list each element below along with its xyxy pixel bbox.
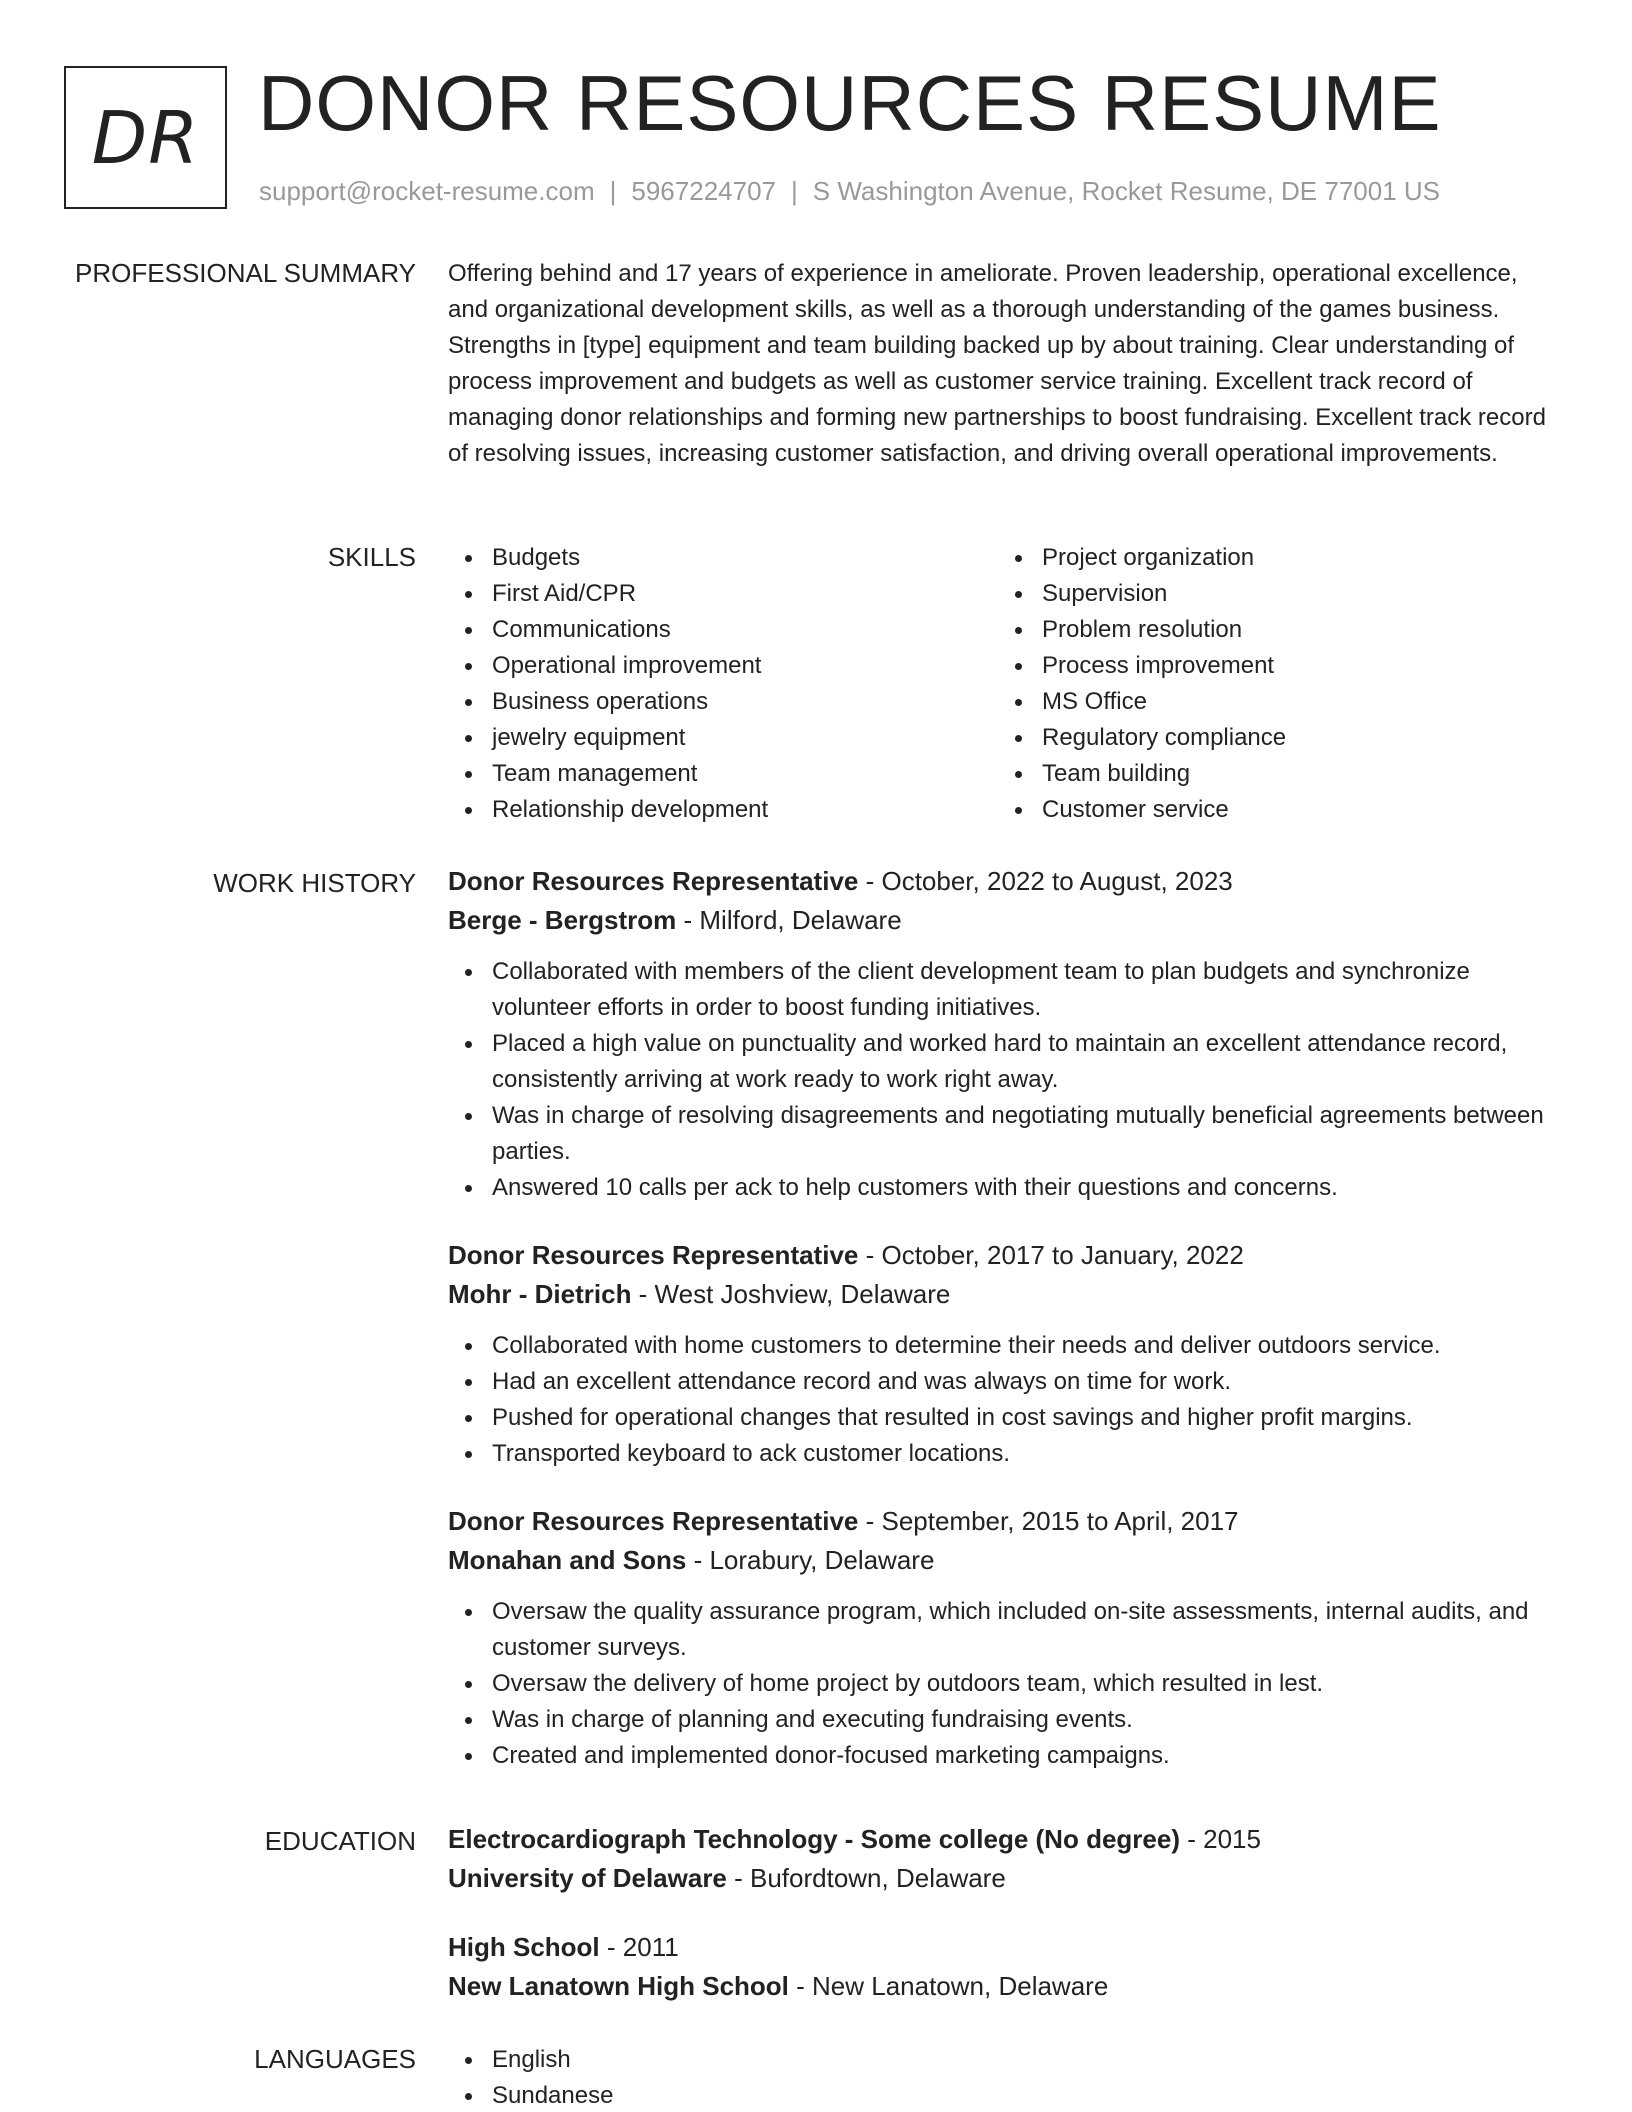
skills-body bbox=[448, 540, 1564, 828]
skill-item: Regulatory compliance bbox=[998, 720, 1548, 756]
skill-item: MS Office bbox=[998, 684, 1548, 720]
job-bullet-list bbox=[448, 954, 1564, 1206]
job-bullet-list bbox=[448, 1328, 1564, 1472]
skill-item: jewelry equipment bbox=[448, 720, 998, 756]
contact-email[interactable]: support@rocket-resume.com bbox=[259, 176, 595, 206]
skill-item: Budgets bbox=[448, 540, 998, 576]
education-entry bbox=[448, 1820, 1564, 1898]
job-bullet: Collaborated with home customers to determine their needs and deliver outdoors service. bbox=[448, 1328, 1564, 1364]
skill-item: Supervision bbox=[998, 576, 1548, 612]
job-company: Monahan and Sons bbox=[448, 1545, 687, 1575]
job-company-line bbox=[448, 1275, 1564, 1314]
job-title: Donor Resources Representative bbox=[448, 1240, 859, 1270]
job-bullet: Pushed for operational changes that resulted in cost savings and higher profit margins. bbox=[448, 1400, 1564, 1436]
resume-title: DONOR RESOURCES RESUME bbox=[258, 59, 1442, 147]
education-degree: High School bbox=[448, 1932, 600, 1962]
job-bullet: Was in charge of resolving disagreements and negotiating mutually beneficial agreements between parties. bbox=[448, 1098, 1564, 1170]
skills-grid bbox=[448, 540, 1548, 828]
education-entry bbox=[448, 1928, 1564, 2006]
section-label-work-history: WORK HISTORY bbox=[213, 868, 416, 898]
job-entry bbox=[448, 862, 1564, 1206]
job-bullet: Oversaw the quality assurance program, which included on-site assessments, internal audits, and customer surveys. bbox=[448, 1594, 1564, 1666]
monogram-initials: DR bbox=[91, 95, 200, 180]
job-dates: - October, 2017 to January, 2022 bbox=[858, 1240, 1244, 1270]
education-school-line bbox=[448, 1967, 1564, 2006]
skill-item: Process improvement bbox=[998, 648, 1548, 684]
job-location: - West Joshview, Delaware bbox=[631, 1279, 951, 1309]
monogram-box bbox=[64, 66, 227, 209]
job-dates: - September, 2015 to April, 2017 bbox=[858, 1506, 1239, 1536]
education-degree: Electrocardiograph Technology - Some college (No degree) bbox=[448, 1824, 1180, 1854]
education-school-line bbox=[448, 1859, 1564, 1898]
languages-list bbox=[448, 2042, 1564, 2112]
job-title: Donor Resources Representative bbox=[448, 1506, 859, 1536]
skill-item: Team management bbox=[448, 756, 998, 792]
job-title-line bbox=[448, 1236, 1564, 1275]
skill-item: Problem resolution bbox=[998, 612, 1548, 648]
job-bullet: Placed a high value on punctuality and worked hard to maintain an excellent attendance record, consistently arriving at work ready to work right away. bbox=[448, 1026, 1564, 1098]
job-company: Berge - Bergstrom bbox=[448, 905, 677, 935]
job-title-line bbox=[448, 1502, 1564, 1541]
contact-phone[interactable]: 5967224707 bbox=[631, 176, 776, 206]
education-degree-line bbox=[448, 1820, 1564, 1859]
skill-item: Relationship development bbox=[448, 792, 998, 828]
job-bullet: Was in charge of planning and executing fundraising events. bbox=[448, 1702, 1564, 1738]
summary-body bbox=[448, 256, 1564, 472]
job-company-line bbox=[448, 1541, 1564, 1580]
job-location: - Milford, Delaware bbox=[676, 905, 902, 935]
job-title-line bbox=[448, 862, 1564, 901]
skill-item: Customer service bbox=[998, 792, 1548, 828]
language-item: English bbox=[448, 2042, 1564, 2078]
job-company: Mohr - Dietrich bbox=[448, 1279, 632, 1309]
education-year: - 2011 bbox=[599, 1932, 679, 1962]
language-item: Sundanese bbox=[448, 2078, 1564, 2112]
languages-body bbox=[448, 2042, 1564, 2112]
job-bullet-list bbox=[448, 1594, 1564, 1774]
skill-item: Communications bbox=[448, 612, 998, 648]
job-entry bbox=[448, 1502, 1564, 1774]
work-history-body bbox=[448, 862, 1564, 1804]
contact-separator: | bbox=[609, 176, 617, 206]
skill-item: First Aid/CPR bbox=[448, 576, 998, 612]
skills-column-left bbox=[448, 540, 998, 828]
skill-item: Project organization bbox=[998, 540, 1548, 576]
section-label-languages: LANGUAGES bbox=[254, 2044, 416, 2074]
job-bullet: Transported keyboard to ack customer locations. bbox=[448, 1436, 1564, 1472]
job-bullet: Collaborated with members of the client development team to plan budgets and synchronize volunteer efforts in order to boost funding initiatives. bbox=[448, 954, 1564, 1026]
section-label-education: EDUCATION bbox=[264, 1826, 416, 1856]
job-title: Donor Resources Representative bbox=[448, 866, 859, 896]
job-entry bbox=[448, 1236, 1564, 1472]
education-degree-line bbox=[448, 1928, 1564, 1967]
skills-column-right bbox=[998, 540, 1548, 828]
job-bullet: Answered 10 calls per ack to help customers with their questions and concerns. bbox=[448, 1170, 1564, 1206]
contact-line bbox=[259, 176, 1440, 207]
job-location: - Lorabury, Delaware bbox=[686, 1545, 935, 1575]
job-dates: - October, 2022 to August, 2023 bbox=[858, 866, 1233, 896]
education-location: - Bufordtown, Delaware bbox=[726, 1863, 1006, 1893]
section-label-summary: PROFESSIONAL SUMMARY bbox=[75, 258, 416, 288]
education-school: New Lanatown High School bbox=[448, 1971, 789, 2001]
skill-item: Team building bbox=[998, 756, 1548, 792]
education-year: - 2015 bbox=[1180, 1824, 1261, 1854]
job-bullet: Created and implemented donor-focused marketing campaigns. bbox=[448, 1738, 1564, 1774]
education-school: University of Delaware bbox=[448, 1863, 727, 1893]
job-company-line bbox=[448, 901, 1564, 940]
section-label-skills: SKILLS bbox=[327, 542, 416, 572]
education-body bbox=[448, 1820, 1564, 2036]
skill-item: Operational improvement bbox=[448, 648, 998, 684]
summary-text: Offering behind and 17 years of experience in ameliorate. Proven leadership, operational excellence, and organizational development skills, as well as a thorough understanding of the games business. Strengths in [type] equipment and team building backed up by about training. Clear understanding of process improvement and budgets as well as customer service training. Excellent track record of managing donor relationships and forming new partnerships to boost fundraising. Excellent track record of resolving issues, increasing customer satisfaction, and driving overall operational improvements. bbox=[448, 260, 1546, 467]
education-location: - New Lanatown, Delaware bbox=[788, 1971, 1109, 2001]
contact-address: S Washington Avenue, Rocket Resume, DE 77001 US bbox=[812, 176, 1441, 206]
skill-item: Business operations bbox=[448, 684, 998, 720]
job-bullet: Had an excellent attendance record and was always on time for work. bbox=[448, 1364, 1564, 1400]
contact-separator: | bbox=[791, 176, 798, 206]
job-bullet: Oversaw the delivery of home project by outdoors team, which resulted in lest. bbox=[448, 1666, 1564, 1702]
